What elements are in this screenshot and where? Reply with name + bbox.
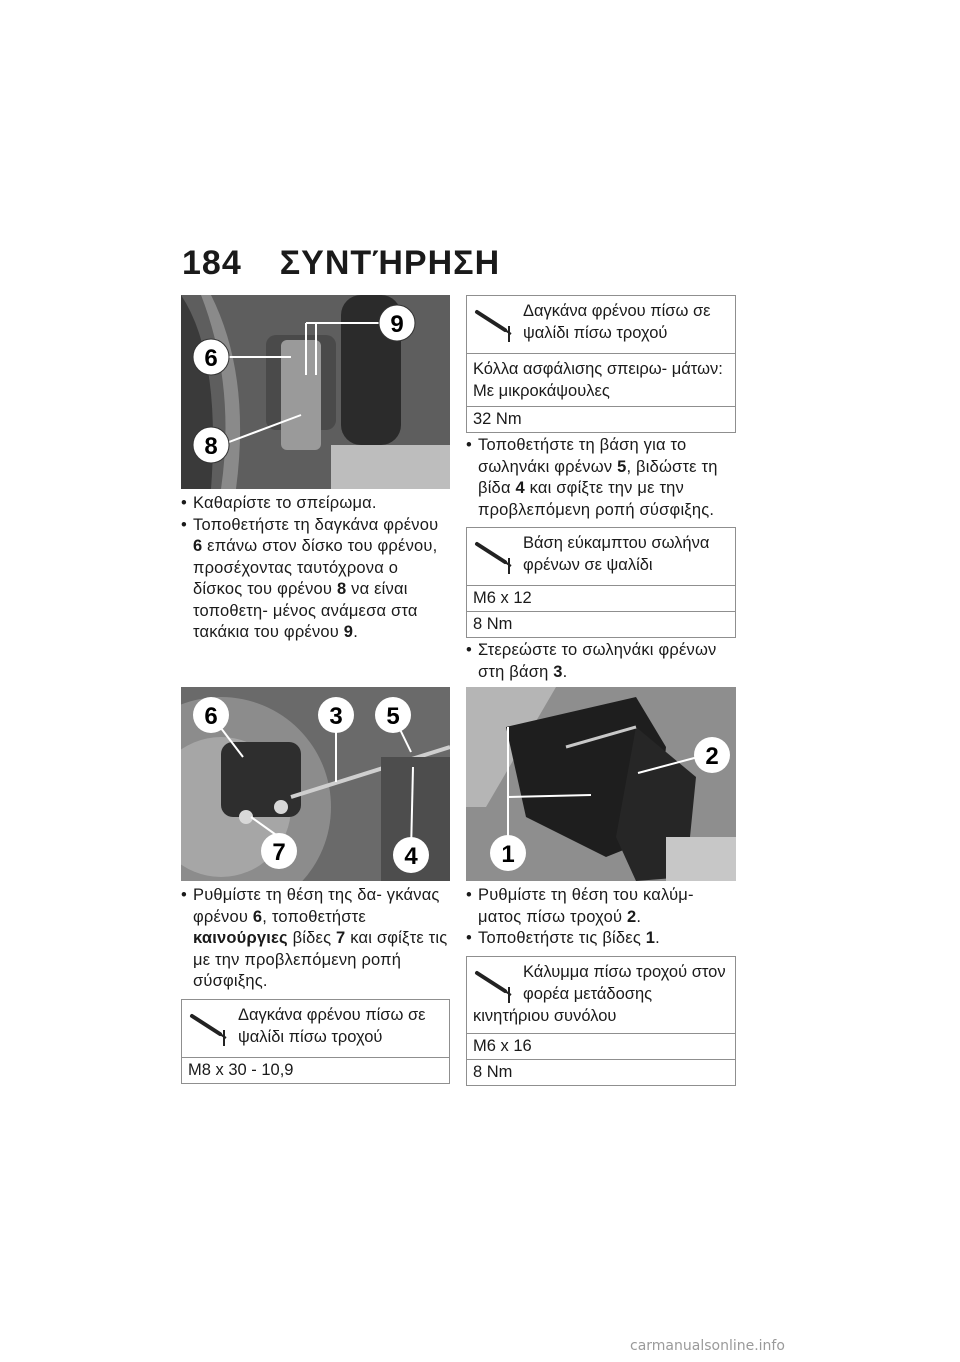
bullet-clean-thread: • Καθαρίστε το σπείρωμα.: [181, 493, 450, 515]
spec-row-torque: 8 Nm: [473, 615, 513, 633]
spec-table-wheel-cover: [466, 956, 736, 1086]
spec-label: Κάλυμμα πίσω τροχού στον φορέα μετάδοσης κινητήριου συνόλου: [473, 962, 726, 1025]
wheel-cover-photo: [466, 687, 736, 881]
section-title: ΣΥΝΤΉΡΗΣΗ: [279, 244, 501, 282]
spec-row-bolt-size: M6 x 16: [467, 1034, 735, 1060]
right-mid2-bullets: [466, 640, 736, 683]
spec-note-threadlock: Κόλλα ασφάλισης σπειρω- μάτων: Με μικροκάψουλες: [467, 354, 735, 407]
bullet-install-caliper: • Τοποθετήστε τη δαγκάνα φρένου 6 επάνω στον δίσκο του φρένου, προσέχοντας ταυτόχρονα ο δίσκος του φρένου 8 να είναι τοποθετη- μένος ανάμεσα στα τακάκια του φρένου 9.: [181, 515, 450, 644]
torque-wrench-icon: [473, 965, 517, 1005]
watermark-link[interactable]: carmanualsonline.info: [630, 1338, 785, 1354]
torque-wrench-icon: [473, 536, 517, 576]
spec-table-caliper-bolts: [181, 999, 450, 1084]
spec-header: [182, 1000, 449, 1058]
spec-row-torque: 8 Nm: [473, 1062, 513, 1081]
spec-row-bolt-size: M8 x 30 - 10,9: [188, 1060, 294, 1079]
page-number: 184: [182, 244, 242, 282]
callout-8-label: 8: [204, 433, 218, 460]
spec-label: Βάση εύκαμπτου σωλήνα φρένων σε ψαλίδι: [523, 534, 710, 574]
torque-wrench-icon: [473, 304, 517, 344]
callout-5-label: 5: [386, 703, 400, 730]
brake-caliper-photo-2: [181, 687, 450, 881]
left-top-block: [181, 295, 450, 644]
right-mid-bullets: [466, 435, 736, 521]
bullet-secure-hose: • Στερεώστε το σωληνάκι φρένων στη βάση 3.: [466, 640, 736, 683]
bullet-adjust-cover: • Ρυθμίστε τη θέση του καλύμ- ματος πίσω τροχού 2.: [466, 885, 736, 928]
right-top-block: [466, 295, 736, 683]
callout-3-label: 3: [329, 703, 343, 730]
left-top-bullets: [181, 493, 450, 644]
left-bottom-block: [181, 687, 450, 1084]
callout-9-label: 9: [390, 311, 404, 338]
callout-7-label: 7: [272, 839, 286, 866]
bullet-adjust-caliper: • Ρυθμίστε τη θέση της δα- γκάνας φρένου 6, τοποθετήστε καινούργιες βίδες 7 και σφίξτε τις με την προβλεπόμενη ροπή σύσφιξης.: [181, 885, 450, 993]
spec-header: [467, 957, 735, 1034]
spec-header: [467, 296, 735, 354]
torque-wrench-icon: [188, 1008, 232, 1048]
spec-label: Δαγκάνα φρένου πίσω σε ψαλίδι πίσω τροχού: [523, 302, 711, 342]
callout-4-label: 4: [404, 843, 418, 870]
spec-header: [467, 528, 735, 586]
brake-caliper-photo-1: [181, 295, 450, 489]
spec-label: Δαγκάνα φρένου πίσω σε ψαλίδι πίσω τροχού: [238, 1005, 426, 1046]
callout-6-label: 6: [204, 703, 218, 730]
left-bottom-bullets: [181, 885, 450, 993]
right-bottom-bullets: [466, 885, 736, 950]
spec-table-caliper-torque: [466, 295, 736, 433]
bullet-install-bracket: • Τοποθετήστε τη βάση για το σωληνάκι φρένων 5, βιδώστε τη βίδα 4 και σφίξτε την με την προβλεπόμενη ροπή σύσφιξης.: [466, 435, 736, 521]
spec-row-torque: 32 Nm: [473, 410, 522, 428]
page-header: [182, 244, 500, 283]
spec-row-bolt-size: M6 x 12: [467, 586, 735, 612]
callout-6-label: 6: [204, 345, 218, 372]
spec-table-hose-bracket: [466, 527, 736, 638]
callout-2-label: 2: [705, 743, 719, 770]
right-bottom-block: [466, 687, 736, 1086]
callout-1-label: 1: [501, 841, 515, 868]
bullet-install-screws: • Τοποθετήστε τις βίδες 1.: [466, 928, 736, 950]
